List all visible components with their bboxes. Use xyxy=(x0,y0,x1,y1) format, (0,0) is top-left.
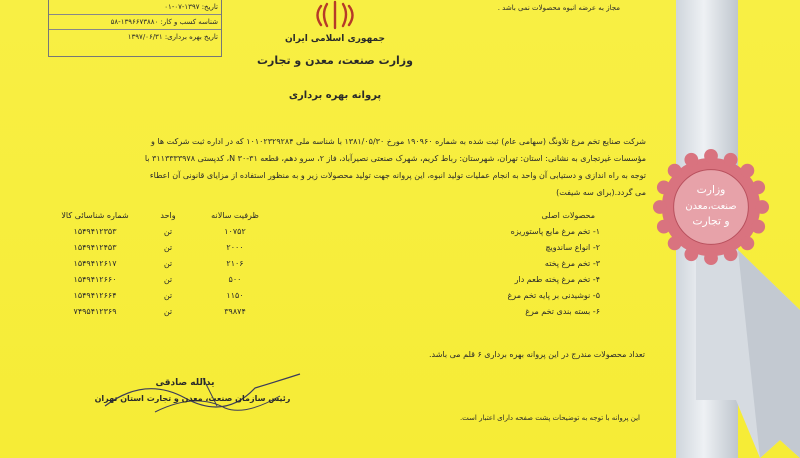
serial-label: شناسه کسب و کار: xyxy=(160,18,218,26)
seal-line-1: وزارت xyxy=(696,183,726,197)
product-capacity: ۱۰۷۵۲ xyxy=(224,227,246,236)
col-header-product: محصولات اصلی xyxy=(541,211,595,220)
product-name: ۵- نوشیدنی بر پایه تخم مرغ xyxy=(507,291,600,300)
top-note: مجاز به عرضه انبوه محصولات نمی باشد . xyxy=(497,4,620,12)
product-name: ۶- بسته بندی تخم مرغ xyxy=(525,307,600,316)
serial-row xyxy=(49,15,221,30)
product-name: ۴- تخم مرغ پخته طعم دار xyxy=(514,275,600,284)
product-name: ۳- تخم مرغ پخته xyxy=(544,259,600,268)
body-line-2: مؤسسات غیرتجاری به نشانی: استان: تهران، شهرستان: رباط کریم، شهرک صنعتی نصیرآباد، فاز ۲، سرو دهم، قطعه ۳۱-۳۰ N، کدپستی ۳۱۱۳۳۳۳۹۷۸ با xyxy=(144,154,646,163)
product-name: ۱- تخم مرغ مایع پاستوریزه xyxy=(510,227,600,236)
table-row xyxy=(40,258,600,274)
reference-box xyxy=(48,0,222,57)
date-label: تاریخ: xyxy=(201,3,218,11)
issue-label: تاریخ بهره برداری: xyxy=(164,33,218,41)
product-capacity: ۵۰۰ xyxy=(228,275,242,284)
product-unit: تن xyxy=(163,291,173,300)
issue-value: ۱۳۹۷/۰۶/۳۱ xyxy=(127,33,163,41)
product-unit: تن xyxy=(163,243,173,252)
product-code: ۷۴۹۵۴۱۲۳۶۹ xyxy=(73,307,117,316)
product-capacity: ۲۰۰۰ xyxy=(226,243,244,252)
table-row xyxy=(40,274,600,290)
products-table xyxy=(40,226,600,322)
ministry-name: وزارت صنعت، معدن و تجارت xyxy=(257,54,413,67)
seal-line-3: و تجارت xyxy=(692,214,730,228)
date-value: ۱۳۹۷-۰۷-۰۱ xyxy=(164,3,200,11)
product-code: ۱۵۴۹۴۱۲۶۱۷ xyxy=(73,259,117,268)
product-capacity: ۳۹۸۷۴ xyxy=(224,307,246,316)
product-capacity: ۱۱۵۰ xyxy=(226,291,244,300)
country-name: جمهوری اسلامی ایران xyxy=(284,34,386,44)
product-code: ۱۵۴۹۴۱۲۶۶۴ xyxy=(73,291,117,300)
product-count-text: تعداد محصولات مندرج در این پروانه بهره برداری ۶ قلم می باشد. xyxy=(428,350,645,359)
validity-note: این پروانه با توجه به توضیحات پشت صفحه دارای اعتبار است. xyxy=(459,414,640,422)
product-code: ۱۵۴۹۴۱۲۴۵۳ xyxy=(73,243,117,252)
table-row xyxy=(40,226,600,242)
col-header-capacity: ظرفیت سالانه xyxy=(211,211,259,220)
issue-row xyxy=(49,30,221,44)
ministry-seal xyxy=(652,148,770,266)
signature xyxy=(85,368,315,418)
iran-emblem-icon xyxy=(313,0,357,30)
body-line-3: توجه به راه اندازی و دستیابی آن واحد به انجام عملیات تولید انبوه، این پروانه جهت تولید محصولات زیر و به منظور استفاده از مزایای قانونی آن اعطاء xyxy=(149,171,646,180)
signer-name: یدالله صادقی xyxy=(155,378,215,388)
col-header-unit: واحد xyxy=(160,211,176,220)
document-title: پروانه بهره برداری xyxy=(288,90,382,101)
product-unit: تن xyxy=(163,307,173,316)
signer-title: رئیس سازمان صنعت، معدن و تجارت استان تهران xyxy=(94,394,291,403)
product-capacity: ۲۱۰۶ xyxy=(226,259,244,268)
product-name: ۲- انواع ساندویچ xyxy=(545,243,600,252)
body-line-1: شرکت صنایع تخم مرغ تلاونگ (سهامی عام) ثبت شده به شماره ۱۹۰۹۶۰ مورخ ۱۳۸۱/۰۵/۳۰ با شناسه ملی ۱۰۱۰۲۳۲۹۲۸۴ که در اداره ثبت شرکت ها و xyxy=(151,137,646,146)
ribbon-tail xyxy=(676,250,800,458)
table-row xyxy=(40,306,600,322)
product-unit: تن xyxy=(163,227,173,236)
product-code: ۱۵۴۹۴۱۲۳۵۳ xyxy=(73,227,117,236)
body-line-4: می گردد.(برای سه شیفت) xyxy=(556,188,646,197)
product-unit: تن xyxy=(163,275,173,284)
seal-line-2: صنعت،معدن xyxy=(685,200,737,212)
product-unit: تن xyxy=(163,259,173,268)
table-row xyxy=(40,290,600,306)
date-row xyxy=(49,0,221,15)
col-header-code: شماره شناسائی کالا xyxy=(61,211,129,220)
license-body xyxy=(28,133,646,201)
serial-value: ۱۳۹۶۶۷۳۸۸۰-۵۸ xyxy=(110,18,159,26)
table-row xyxy=(40,242,600,258)
product-code: ۱۵۴۹۴۱۲۶۶۰ xyxy=(73,275,117,284)
